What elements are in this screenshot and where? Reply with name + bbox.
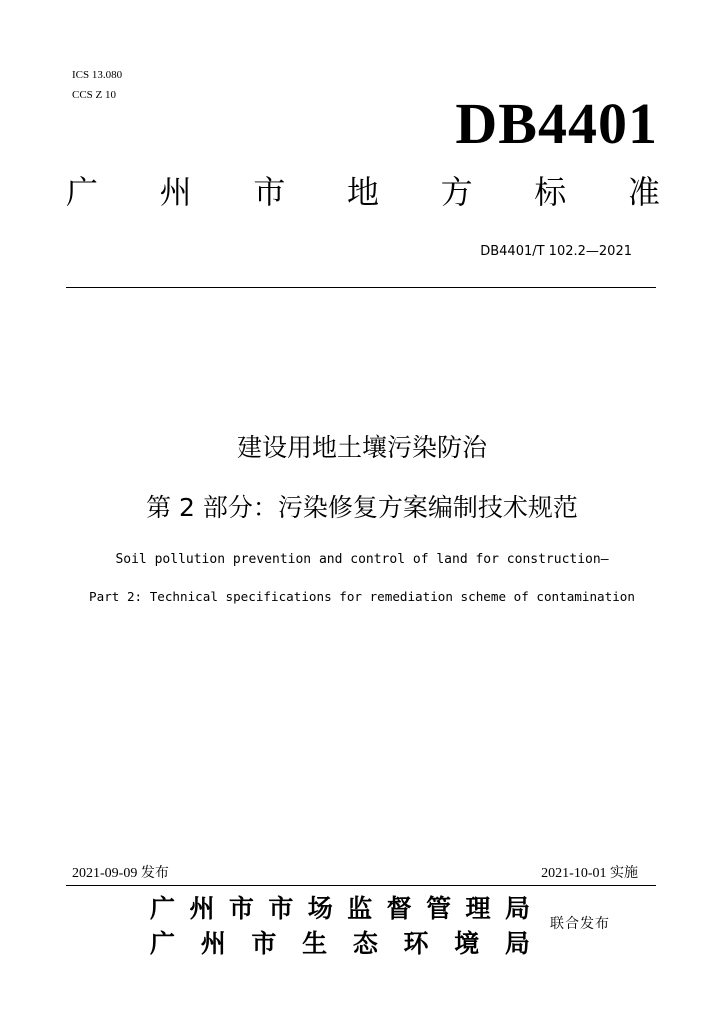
- standard-type-char: 州: [159, 173, 192, 211]
- issuer-char: 市: [251, 929, 277, 958]
- ccs-code: CCS Z 10: [72, 89, 117, 101]
- standard-type-heading: [66, 172, 660, 212]
- issuer-char: 管: [426, 894, 452, 923]
- issuer-char: 监: [347, 894, 373, 923]
- issuer-char: 境: [454, 929, 480, 958]
- issuer-char: 州: [189, 894, 215, 923]
- title-en-line-1: Soil pollution prevention and control of land for construction—: [115, 552, 609, 567]
- issuer-char: 广: [150, 929, 176, 958]
- standard-type-char: 市: [253, 173, 286, 211]
- db-code-heading: DB4401: [455, 91, 658, 156]
- standard-number: DB4401/T 102.2—2021: [480, 244, 632, 259]
- issuer-char: 市: [228, 894, 254, 923]
- standard-type-char: 地: [346, 173, 379, 211]
- issuer-char: 州: [200, 929, 226, 958]
- standard-type-char: 广: [66, 173, 99, 211]
- standard-type-char: 方: [440, 173, 473, 211]
- issuer-char: 局: [504, 929, 530, 958]
- ics-code: ICS 13.080: [72, 69, 123, 81]
- issuer-char: 局: [504, 894, 530, 923]
- issuer-char: 督: [386, 894, 412, 923]
- issuer-market-regulation: [150, 893, 530, 925]
- title-cn-sub: 第 2 部分：污染修复方案编制技术规范: [146, 493, 578, 522]
- standard-type-char: 标: [534, 173, 567, 211]
- issuer-char: 环: [403, 929, 429, 958]
- issue-date: 2021-09-09 发布: [72, 866, 169, 881]
- bottom-divider: [66, 885, 656, 886]
- issuer-char: 市: [268, 894, 294, 923]
- top-divider: [66, 287, 656, 288]
- standard-type-char: 准: [627, 173, 660, 211]
- issuer-ecology-environment: [150, 928, 530, 960]
- implementation-date: 2021-10-01 实施: [541, 866, 638, 881]
- issuer-char: 场: [307, 894, 333, 923]
- title-en-line-2: Part 2: Technical specifications for remediation scheme of contamination: [89, 589, 635, 604]
- issuer-char: 生: [302, 929, 328, 958]
- issuer-char: 态: [352, 929, 378, 958]
- joint-issue-label: 联合发布: [550, 916, 610, 932]
- issuer-char: 广: [150, 894, 176, 923]
- title-cn-main: 建设用地土壤污染防治: [236, 433, 487, 462]
- issuer-char: 理: [465, 894, 491, 923]
